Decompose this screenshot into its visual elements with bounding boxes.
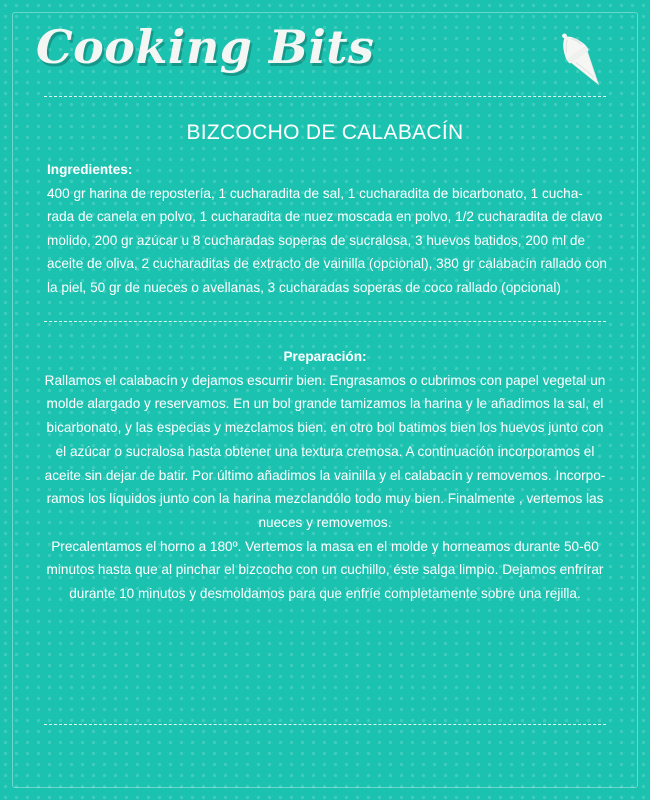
- piping-bag-icon: [548, 26, 612, 90]
- ingredients-text: 400 gr harina de repostería, 1 cucharadita de sal, 1 cucharadita de bicarbonato, 1 cucha-rada de canela en polvo, 1 cucharadita de nuez moscada en polvo, 1/2 cucharadita de clavo molido, 200 gr azúcar u 8 cucharadas soperas de sucralosa, 3 huevos batidos, 200 ml de aceite de oliva, 2 cucharaditas de extracto de vainilla (opcional), 380 gr calabacín rallado con la piel, 50 gr de nueces o avellanas, 3 cucharadas soperas de coco rallado (opcional): [47, 185, 607, 295]
- brand-title: Cooking Bits: [36, 20, 375, 74]
- recipe-title: BIZCOCHO DE CALABACÍN: [186, 121, 464, 144]
- ingredients-section: [47, 158, 607, 299]
- ingredients-label: Ingredientes:: [47, 162, 133, 177]
- header-divider: [44, 96, 606, 97]
- preparation-paragraph: Rallamos el calabacín y dejamos escurrir bien. Engrasamos o cubrimos con papel vegetal un molde alargado y reservamos. En un bol grande tamizamos la harina y le añadimos la sal, el bicarbonato, y las especias y mezclamos bien. en otro bol batimos bien los huevos junto con el azúcar o sucralosa hasta obtener una textura cremosa. A continuación incorporamos el aceite sin dejar de batir. Por último añadimos la vainilla y el calabacín y removemos. Incorpo-ramos los líquidos junto con la harina mezclandólo todo muy bien. Finalmente , vertemos las nueces y removemos.: [44, 372, 606, 530]
- preparation-section: [44, 345, 606, 606]
- footer-divider: [44, 724, 606, 725]
- preparation-label: Preparación:: [283, 349, 367, 364]
- section-divider: [44, 321, 606, 322]
- preparation-paragraph: Precalentamos el horno a 180º. Vertemos la masa en el molde y horneamos durante 50-60 minutos hasta que al pinchar el bizcocho con un cuchillo, éste salga limpio. Dejamos enfrírar durante 10 minutos y desmoldamos para que enfríe completamente sobre una rejilla.: [46, 538, 604, 602]
